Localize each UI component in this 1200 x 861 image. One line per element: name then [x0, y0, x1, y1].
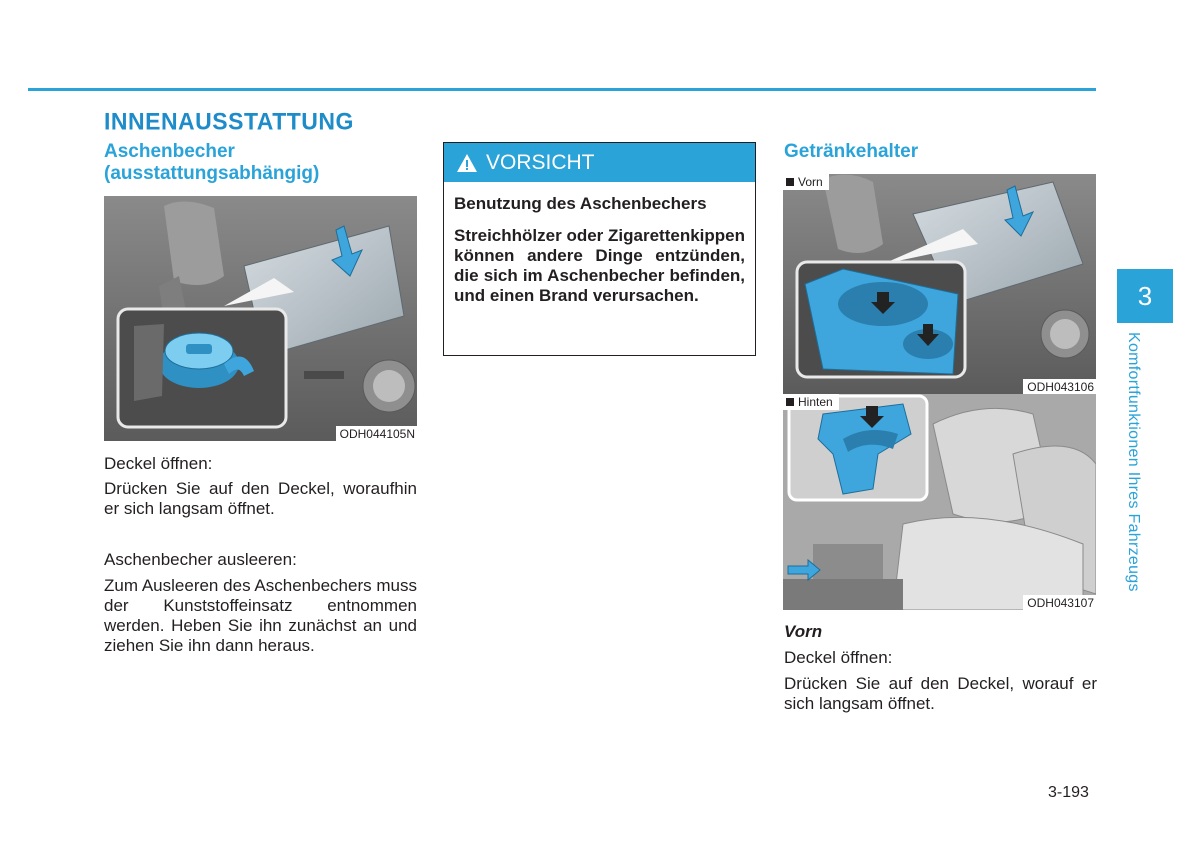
ashtray-heading — [104, 141, 319, 185]
cupholder-open-text: Drücken Sie auf den Deckel, worauf er sich langsam öffnet. — [784, 674, 1097, 713]
rear-cupholder-tag — [783, 394, 839, 410]
chapter-title: Komfortfunktionen Ihres Fahrzeugs — [1125, 332, 1142, 592]
front-cupholder-figure — [783, 174, 1096, 394]
front-cupholder-illustration — [783, 174, 1096, 394]
ashtray-empty-text: Zum Ausleeren des Aschenbechers muss der Kunststoffeinsatz entnommen werden. Heben Sie ihn zunächst an und ziehen Sie ihn dann heraus. — [104, 576, 417, 655]
caution-box — [443, 142, 756, 356]
header-rule — [28, 88, 1096, 91]
warning-icon — [456, 153, 478, 173]
ashtray-empty-label: Aschenbecher ausleeren: — [104, 550, 297, 569]
section-title: INNENAUSSTATTUNG — [104, 107, 354, 135]
ashtray-open-text: Drücken Sie auf den Deckel, woraufhin er sich langsam öffnet. — [104, 479, 417, 518]
rear-cupholder-figure — [783, 394, 1096, 610]
ashtray-figure — [104, 196, 417, 441]
ashtray-heading-line2: (ausstattungsabhängig) — [104, 163, 320, 184]
page-number: 3-193 — [1048, 784, 1089, 801]
chapter-number-tab: 3 — [1117, 269, 1173, 323]
caution-text: Streichhölzer oder Zigarettenkippen können andere Dinge entzünden, die sich im Aschenbecher befinden, und einen Brand verursachen. — [454, 226, 745, 305]
cupholder-open-label: Deckel öffnen: — [784, 648, 893, 667]
rear-cupholder-illustration — [783, 394, 1096, 610]
ashtray-figure-code: ODH044105N — [336, 426, 417, 441]
caution-header — [444, 143, 755, 182]
front-cupholder-tag — [783, 174, 829, 190]
front-subheading: Vorn — [784, 622, 823, 641]
ashtray-heading-line1: Aschenbecher — [104, 141, 235, 162]
rear-cupholder-figure-code: ODH043107 — [1023, 595, 1096, 610]
ashtray-open-label: Deckel öffnen: — [104, 454, 213, 473]
caution-subtitle: Benutzung des Aschenbechers — [454, 194, 707, 213]
caution-title: VORSICHT — [486, 151, 595, 174]
front-cupholder-tag-label: Vorn — [798, 175, 823, 189]
rear-cupholder-tag-label: Hinten — [798, 395, 833, 409]
front-cupholder-figure-code: ODH043106 — [1023, 379, 1096, 394]
cupholder-heading: Getränkehalter — [784, 141, 919, 162]
ashtray-illustration — [104, 196, 417, 441]
